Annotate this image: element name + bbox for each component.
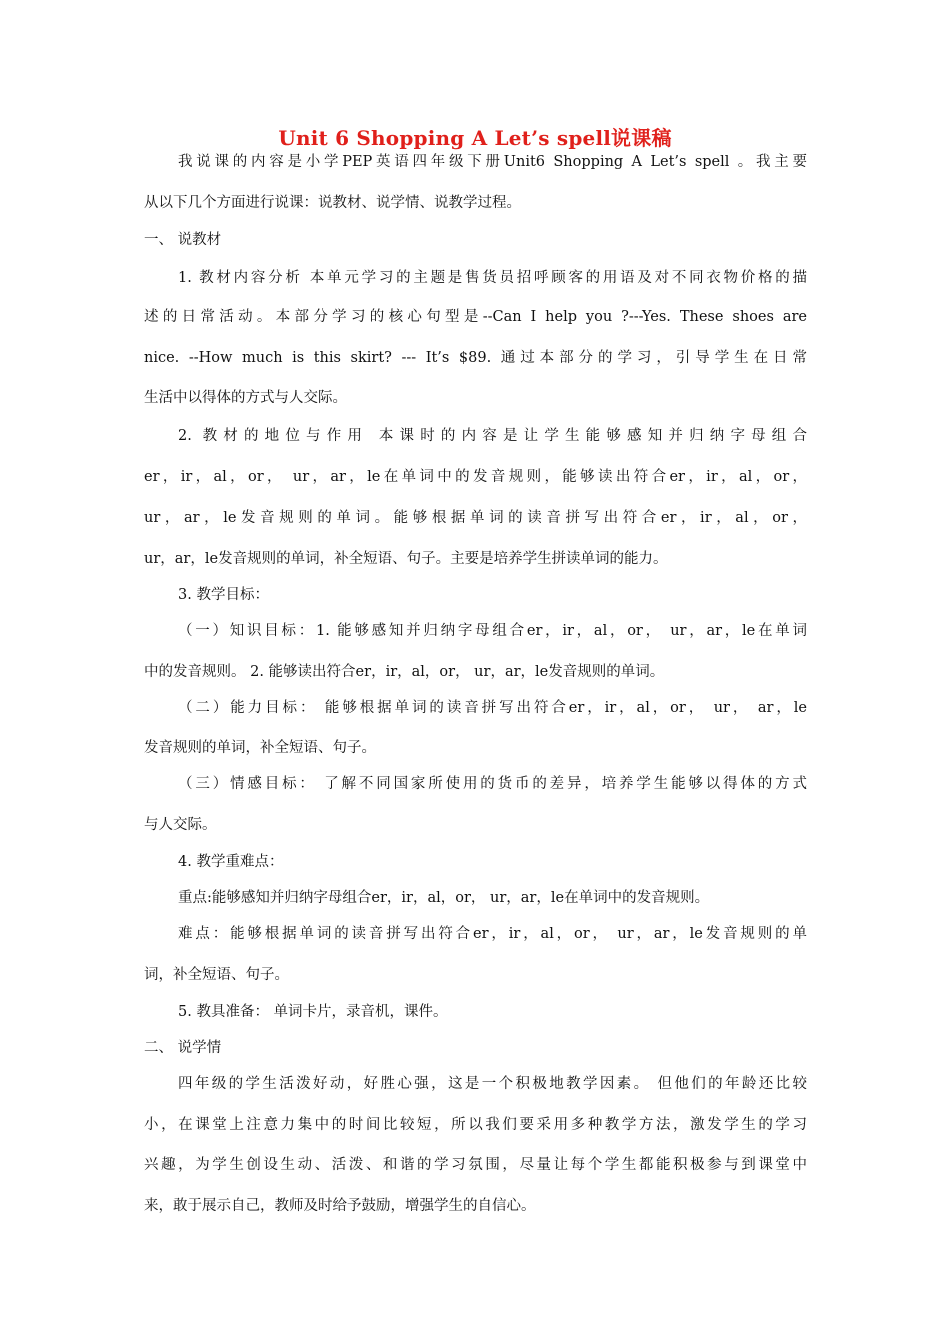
paragraph-line: 重点:能够感知并归纳字母组合er，ir，al，or， ur，ar，le在单词中的发音规则。 <box>178 890 710 906</box>
paragraph-line: 词，补全短语、句子。 <box>144 967 289 983</box>
paragraph-line: 小，在课堂上注意力集中的时间比较短，所以我们要采用多种教学方法，激发学生的学习 <box>144 1117 807 1133</box>
paragraph-line: （一）知识目标：1. 能够感知并归纳字母组合er，ir，al，or， ur，ar，le在单词 <box>178 623 807 639</box>
paragraph-line: 述的日常活动。本部分学习的核心句型是--Can I help you ?---Yes. These shoes are <box>144 309 807 325</box>
paragraph-line: 中的发音规则。 2. 能够读出符合er，ir，al，or， ur，ar，le发音规则的单词。 <box>144 664 665 680</box>
paragraph-line: 难点：能够根据单词的读音拼写出符合er，ir，al，or， ur，ar，le发音规则的单 <box>178 926 807 942</box>
paragraph-line: ur，ar，le发音规则的单词。能够根据单词的读音拼写出符合er，ir，al，or， <box>144 510 807 526</box>
paragraph-line: 1. 教材内容分析 本单元学习的主题是售货员招呼顾客的用语及对不同衣物价格的描 <box>178 270 807 286</box>
paragraph-line: （二）能力目标： 能够根据单词的读音拼写出符合er，ir，al，or， ur， ar，le <box>178 700 807 716</box>
paragraph-line: 生活中以得体的方式与人交际。 <box>144 390 347 406</box>
subsection-heading: 4. 教学重难点： <box>178 854 284 870</box>
section-heading: 二、 说学情 <box>144 1040 222 1056</box>
paragraph-line: 5. 教具准备： 单词卡片，录音机，课件。 <box>178 1004 448 1020</box>
paragraph-line: 2. 教材的地位与作用 本课时的内容是让学生能够感知并归纳字母组合 <box>178 428 807 444</box>
paragraph-line: nice. --How much is this skirt? --- It’s $89. 通过本部分的学习，引导学生在日常 <box>144 350 807 366</box>
paragraph-line: （三）情感目标： 了解不同国家所使用的货币的差异，培养学生能够以得体的方式 <box>178 776 807 792</box>
paragraph-line: 发音规则的单词，补全短语、句子。 <box>144 740 376 756</box>
paragraph-line: er，ir，al，or， ur，ar，le在单词中的发音规则，能够读出符合er，ir，al，or， <box>144 469 807 485</box>
paragraph-line: 兴趣，为学生创设生动、活泼、和谐的学习氛围，尽量让每个学生都能积极参与到课堂中 <box>144 1157 807 1173</box>
section-heading: 一、 说教材 <box>144 232 222 248</box>
paragraph-line: 来，敢于展示自己，教师及时给予鼓励，增强学生的自信心。 <box>144 1198 536 1214</box>
paragraph-line: 我说课的内容是小学PEP英语四年级下册Unit6 Shopping A Let’s spell 。我主要 <box>178 154 807 170</box>
paragraph-line: 四年级的学生活泼好动，好胜心强，这是一个积极地教学因素。 但他们的年龄还比较 <box>178 1076 807 1092</box>
paragraph-line: ur，ar，le发音规则的单词，补全短语、句子。主要是培养学生拼读单词的能力。 <box>144 551 668 567</box>
paragraph-line: 从以下几个方面进行说课：说教材、说学情、说教学过程。 <box>144 195 521 211</box>
paragraph-line: 与人交际。 <box>144 817 217 833</box>
document-title: Unit 6 Shopping A Let’s spell说课稿 <box>278 126 672 150</box>
subsection-heading: 3. 教学目标： <box>178 587 269 603</box>
